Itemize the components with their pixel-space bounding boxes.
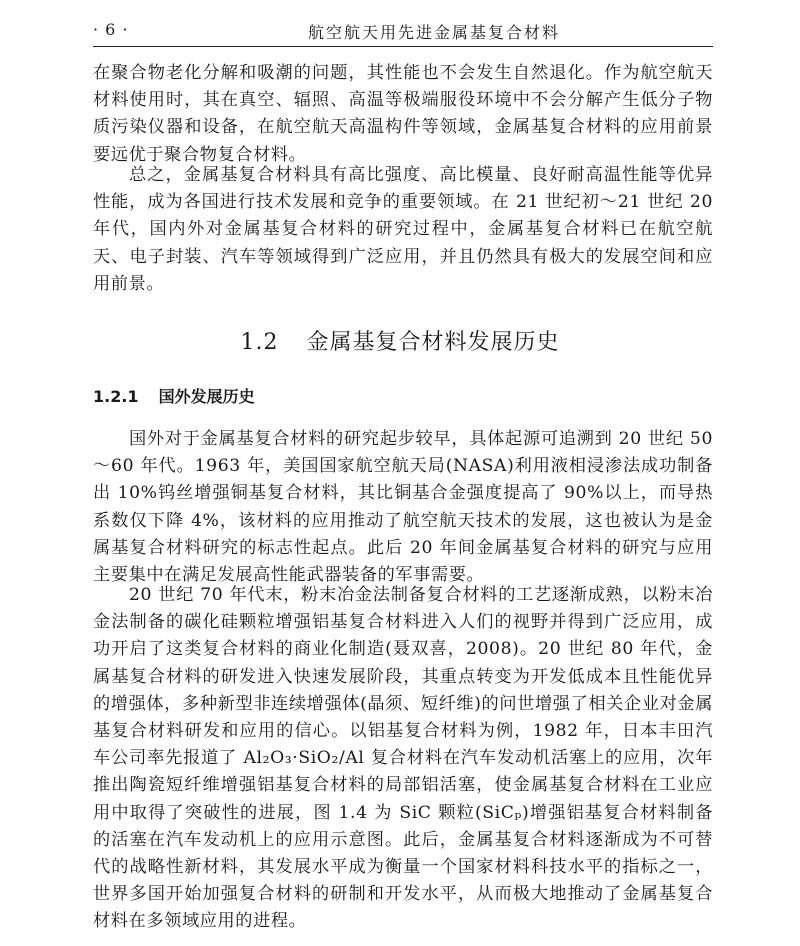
paragraph-3: 国外对于金属基复合材料的研究起步较早，具体起源可追溯到 20 世纪 50～60 年代。1963 年，美国国家航空航天局(NASA)利用液相浸渗法成功制备出 10%钨丝增强铜基复合材料，其比铜基合金强度提高了 90%以上，而导热系数仅下降 4%，该材料的应用推动了航空航天技术的发展，这也被认为是金属基复合材料研究的标志性起点。此后 20 年间金属基复合材料的研究与应用主要集中在满足发展高性能武器装备的军事需要。 <box>93 429 713 586</box>
paragraph-2: 总之，金属基复合材料具有高比强度、高比模量、良好耐高温性能等优异性能，成为各国进行技术发展和竞争的重要领域。在 21 世纪初～21 世纪 20 年代，国内外对金属基复合材料的研究过程中，金属基复合材料已在航空航天、电子封装、汽车等领域得到广泛应用，并且仍然具有极大的发展空间和应用前景。 <box>93 165 713 294</box>
subsection-number: 1.2.1 <box>93 387 139 406</box>
page-number: · 6 · <box>93 20 129 39</box>
section-title: 金属基复合材料发展历史 <box>306 330 560 355</box>
paragraph-4: 20 世纪 70 年代末，粉末冶金法制备复合材料的工艺逐渐成熟，以粉末冶金法制备的碳化硅颗粒增强铝基复合材料进入人们的视野并得到广泛应用，成功开启了这类复合材料的商业化制造(聂双喜，2008)。20 世纪 80 年代，金属基复合材料的研发进入快速发展阶段，其重点转变为开发低成本且性能优异的增强体，多种新型非连续增强体(晶须、短纤维)的问世增强了相关企业对金属基复合材料研发和应用的信心。以铝基复合材料为例，1982 年，日本丰田汽车公司率先报道了 Al₂O₃·SiO₂/Al 复合材料在汽车发动机活塞上的应用，次年推出陶瓷短纤维增强铝基复合材料的局部铝活塞，使金属基复合材料在工业应用中取得了突破性的进展，图 1.4 为 SiC 颗粒(SiCₚ)增强铝基复合材料制备的活塞在汽车发动机上的应用示意图。此后，金属基复合材料逐渐成为不可替代的战略性新材料，其发展水平成为衡量一个国家材料科技水平的指标之一，世界多国开始加强复合材料的研制和开发水平，从而极大地推动了金属基复合材料在多领域应用的进程。 <box>93 585 713 932</box>
running-title: 航空航天用先进金属基复合材料 <box>308 23 561 42</box>
subsection-title: 国外发展历史 <box>158 387 255 406</box>
header-rule <box>93 46 713 47</box>
paragraph-1: 在聚合物老化分解和吸潮的问题，其性能也不会发生自然退化。作为航空航天材料使用时，其在真空、辐照、高温等极端服役环境中不会分解产生低分子物质污染仪器和设备，在航空航天高温构件等领域，金属基复合材料的应用前景要远优于聚合物复合材料。 <box>93 63 713 165</box>
subsection-heading <box>93 384 255 407</box>
page-header <box>93 14 713 44</box>
section-heading <box>0 325 800 356</box>
section-number: 1.2 <box>240 330 279 355</box>
